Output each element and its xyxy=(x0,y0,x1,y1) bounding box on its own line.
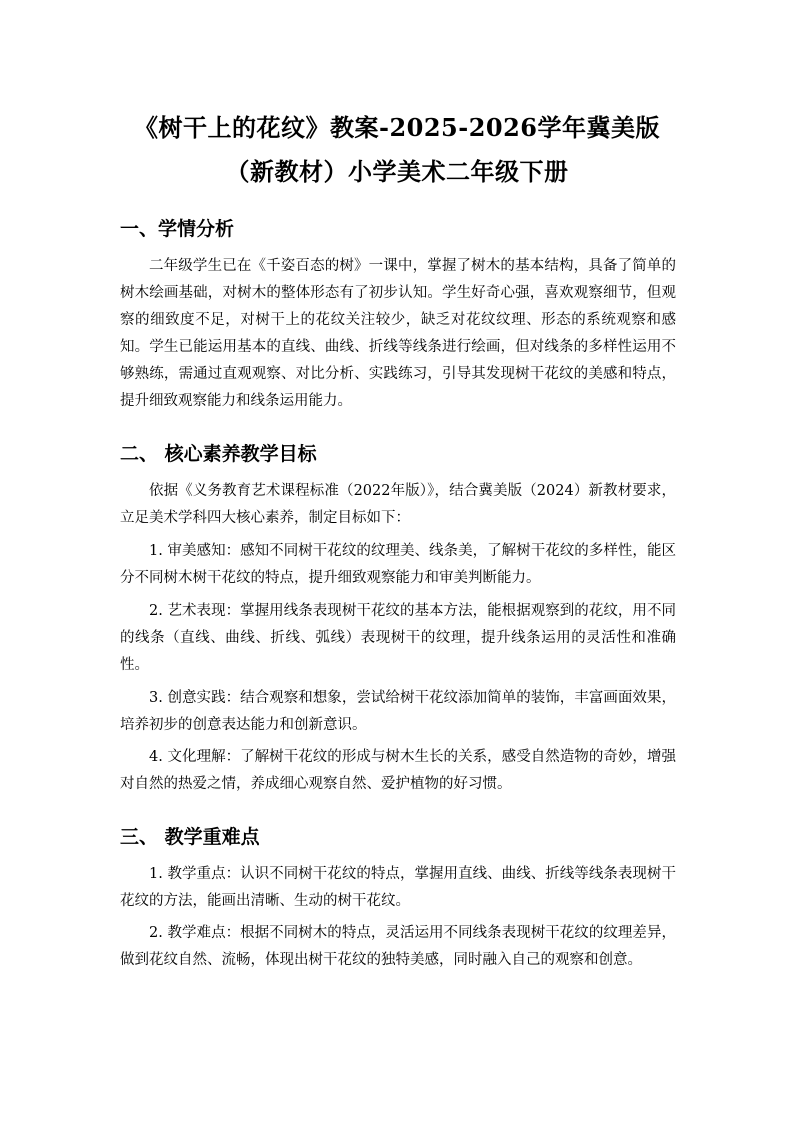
paragraph-goal-creative-practice: 3. 创意实践：结合观察和想象，尝试给树干花纹添加简单的装饰，丰富画面效果，培养初步的创意表达能力和创新意识。 xyxy=(120,690,676,733)
paragraph-goal-artistic-expression: 2. 艺术表现：掌握用线条表现树干花纹的基本方法，能根据观察到的花纹，用不同的线条（直线、曲线、折线、弧线）表现树干的纹理，提升线条运用的灵活性和准确性。 xyxy=(120,603,676,673)
section-heading-teaching-goals: 二、 核心素养教学目标 xyxy=(120,443,317,465)
paragraph-goal-cultural-understanding: 4. 文化理解：了解树干花纹的形成与树木生长的关系，感受自然造物的奇妙，增强对自然的热爱之情，养成细心观察自然、爱护植物的好习惯。 xyxy=(120,749,676,792)
section-heading-learner-analysis: 一、学情分析 xyxy=(120,218,235,240)
paragraph-key-point: 1. 教学重点：认识不同树干花纹的特点，掌握用直线、曲线、折线等线条表现树干花纹的方法，能画出清晰、生动的树干花纹。 xyxy=(120,866,676,909)
paragraph-learner-analysis: 二年级学生已在《千姿百态的树》一课中，掌握了树木的基本结构，具备了简单的树木绘画基础，对树木的整体形态有了初步认知。学生好奇心强，喜欢观察细节，但观察的细致度不足，对树干上的花纹关注较少，缺乏对花纹纹理、形态的系统观察和感知。学生已能运用基本的直线、曲线、折线等线条进行绘画，但对线条的多样性运用不够熟练，需通过直观观察、对比分析、实践练习，引导其发现树干花纹的美感和特点，提升细致观察能力和线条运用能力。 xyxy=(120,258,676,409)
document-title: 《树干上的花纹》教案-2025-2026学年冀美版（新教材）小学美术二年级下册 xyxy=(133,113,660,186)
section-heading-key-difficult-points: 三、 教学重难点 xyxy=(120,826,260,848)
paragraph-goal-aesthetic-perception: 1. 审美感知：感知不同树干花纹的纹理美、线条美，了解树干花纹的多样性，能区分不同树木树干花纹的特点，提升细致观察能力和审美判断能力。 xyxy=(120,543,676,586)
paragraph-goals-intro: 依据《义务教育艺术课程标准（2022年版）》，结合冀美版（2024）新教材要求，立足美术学科四大核心素养，制定目标如下： xyxy=(120,483,676,526)
paragraph-difficult-point: 2. 教学难点：根据不同树木的特点，灵活运用不同线条表现树干花纹的纹理差异，做到花纹自然、流畅，体现出树干花纹的独特美感，同时融入自己的观察和创意。 xyxy=(120,925,676,968)
